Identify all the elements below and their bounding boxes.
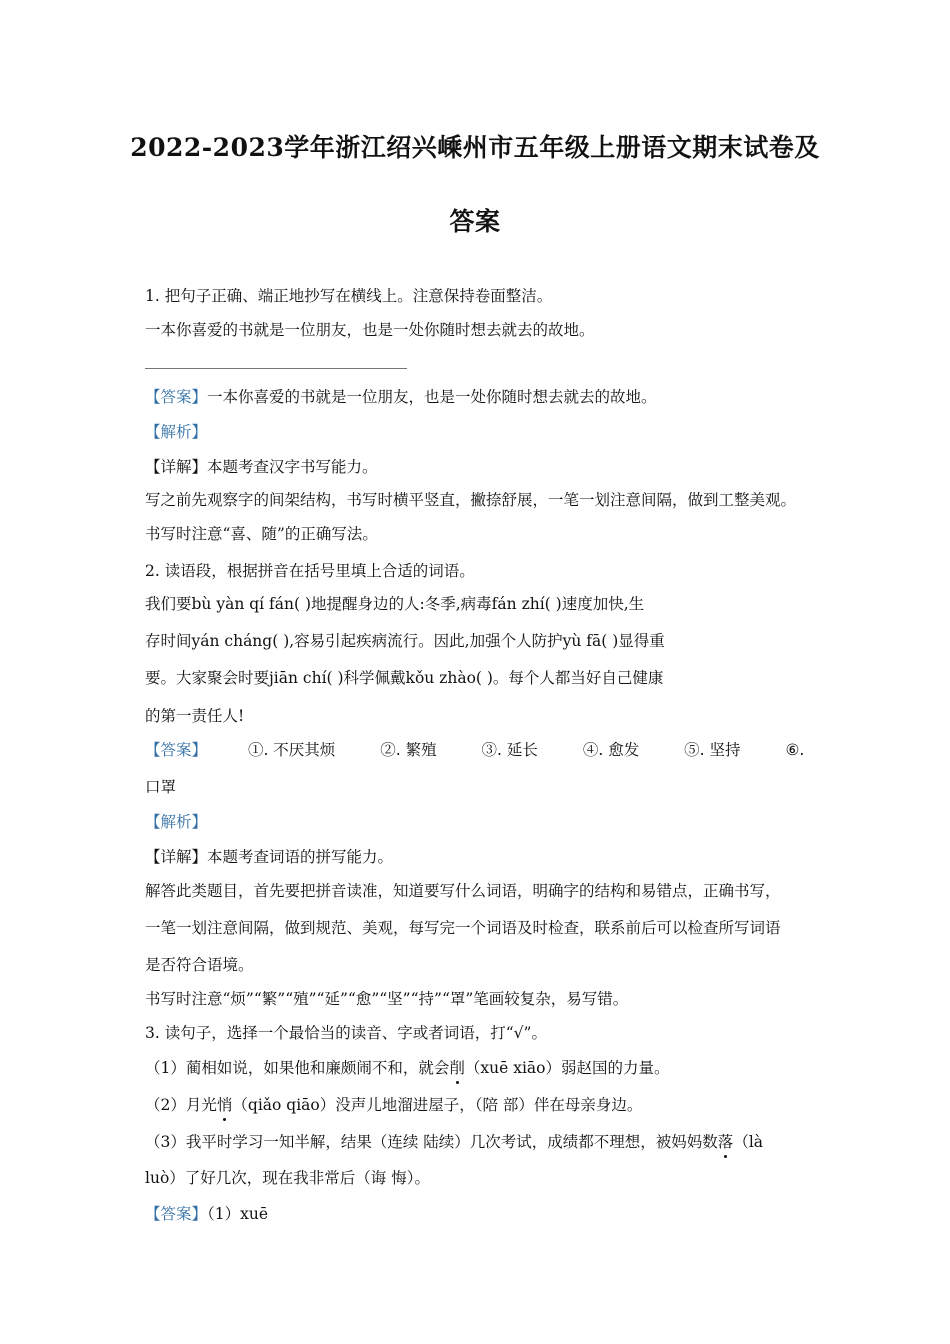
q1-detail-row [145, 456, 378, 478]
q3-answer-row [145, 1203, 268, 1225]
answer-tag: 【答案】 [145, 741, 208, 759]
detail-tag: 【详解】 [145, 848, 208, 866]
document-title-line-2: 答案 [449, 207, 501, 236]
q2-explanation-2: 一笔一划注意间隔，做到规范、美观，每写完一个词语及时检查，联系前后可以检查所写词语 [145, 919, 781, 937]
q1-prompt: 1. 把句子正确、端正地抄写在横线上。注意保持卷面整洁。 [145, 287, 553, 305]
q2-detail-text: 本题考查词语的拼写能力。 [207, 848, 394, 866]
q2-answer-item: ②. 繁殖 [380, 741, 437, 759]
q2-explanation-4: 书写时注意“烦”“繁”“殖”“延”“愈”“坚”“持”“罩”笔画较复杂，易写错。 [145, 990, 629, 1008]
q1-answer-line [145, 368, 407, 369]
q2-explanation-1: 解答此类题目，首先要把拼音读准，知道要写什么词语，明确字的结构和易错点，正确书写， [145, 882, 781, 900]
q3-sentence-2 [145, 1094, 642, 1116]
q3-sentence-3-start: （3）我平时学习一知半解，结果（连续 陆续）几次考试，成绩都不理想，被妈妈数 [145, 1133, 718, 1151]
q2-answer-item: ③. 延长 [481, 741, 538, 759]
answer-tag: 【答案】 [145, 388, 208, 406]
q1-answer-text: 一本你喜爱的书就是一位朋友，也是一处你随时想去就去的故地。 [207, 388, 657, 406]
q2-paragraph-2: 存时间yán cháng( ),容易引起疾病流行。因此,加强个人防护yù fā( )显得重 [145, 632, 665, 650]
q2-explanation-3: 是否符合语境。 [145, 956, 254, 974]
q3-answer-text: （1）xuē [207, 1205, 269, 1223]
q2-paragraph-3: 要。大家聚会时要jiān chí( )科学佩戴kǒu zhào( )。每个人都当好自己健康 [145, 669, 664, 687]
q1-explanation-1: 写之前先观察字的间架结构，书写时横平竖直，撇捺舒展，一笔一划注意间隔，做到工整美观。 [145, 491, 797, 509]
q3-dotted-char: 悄 [216, 1096, 233, 1114]
q2-prompt: 2. 读语段，根据拼音在括号里填上合适的词语。 [145, 562, 475, 580]
document-title-line-1: 2022-2023学年浙江绍兴嵊州市五年级上册语文期末试卷及 [130, 133, 820, 162]
q3-sentence-3-end: （là [733, 1133, 764, 1151]
q1-detail-text: 本题考查汉字书写能力。 [207, 458, 378, 476]
q1-answer-row [145, 386, 657, 408]
q3-prompt: 3. 读句子，选择一个最恰当的读音、字或者词语，打“√”。 [145, 1024, 547, 1042]
detail-tag: 【详解】 [145, 458, 208, 476]
q3-sentence-2-end: （qiǎo qiāo）没声儿地溜进屋子，（陪 部）伴在母亲身边。 [232, 1096, 643, 1114]
q2-paragraph-4: 的第一责任人! [145, 707, 245, 725]
q2-detail-row [145, 846, 393, 868]
q3-dotted-char: 落 [717, 1133, 734, 1151]
q3-sentence-1-start: （1）蔺相如说，如果他和廉颇闹不和，就会 [145, 1059, 450, 1077]
q2-answer-item: ⑤. 坚持 [684, 741, 741, 759]
q3-sentence-1-end: （xuē xiāo）弱赵国的力量。 [464, 1059, 670, 1077]
q2-paragraph-1: 我们要bù yàn qí fán( )地提醒身边的人:冬季,病毒fán zhí( )速度加快,生 [145, 595, 645, 613]
q2-answer-item: ⑥. [785, 741, 805, 759]
q3-dotted-char: 削 [449, 1059, 465, 1077]
answer-tag: 【答案】 [145, 1205, 208, 1223]
q3-sentence-3-wrap: luò）了好几次，现在我非常后（诲 悔）。 [145, 1169, 430, 1187]
q1-explanation-2: 书写时注意“喜、随”的正确写法。 [145, 525, 378, 543]
q2-answer-item: ④. 愈发 [582, 741, 640, 759]
analysis-tag: 【解析】 [145, 423, 208, 441]
q2-answer-row [145, 739, 804, 761]
q3-sentence-2-start: （2）月光 [145, 1096, 217, 1114]
q1-sentence: 一本你喜爱的书就是一位朋友，也是一处你随时想去就去的故地。 [145, 321, 595, 339]
analysis-tag: 【解析】 [145, 813, 208, 831]
q3-sentence-1 [145, 1057, 670, 1079]
q2-answer-wrap: 口罩 [145, 778, 177, 796]
q3-sentence-3 [145, 1131, 763, 1153]
q2-answer-item: ①. 不厌其烦 [247, 741, 336, 759]
